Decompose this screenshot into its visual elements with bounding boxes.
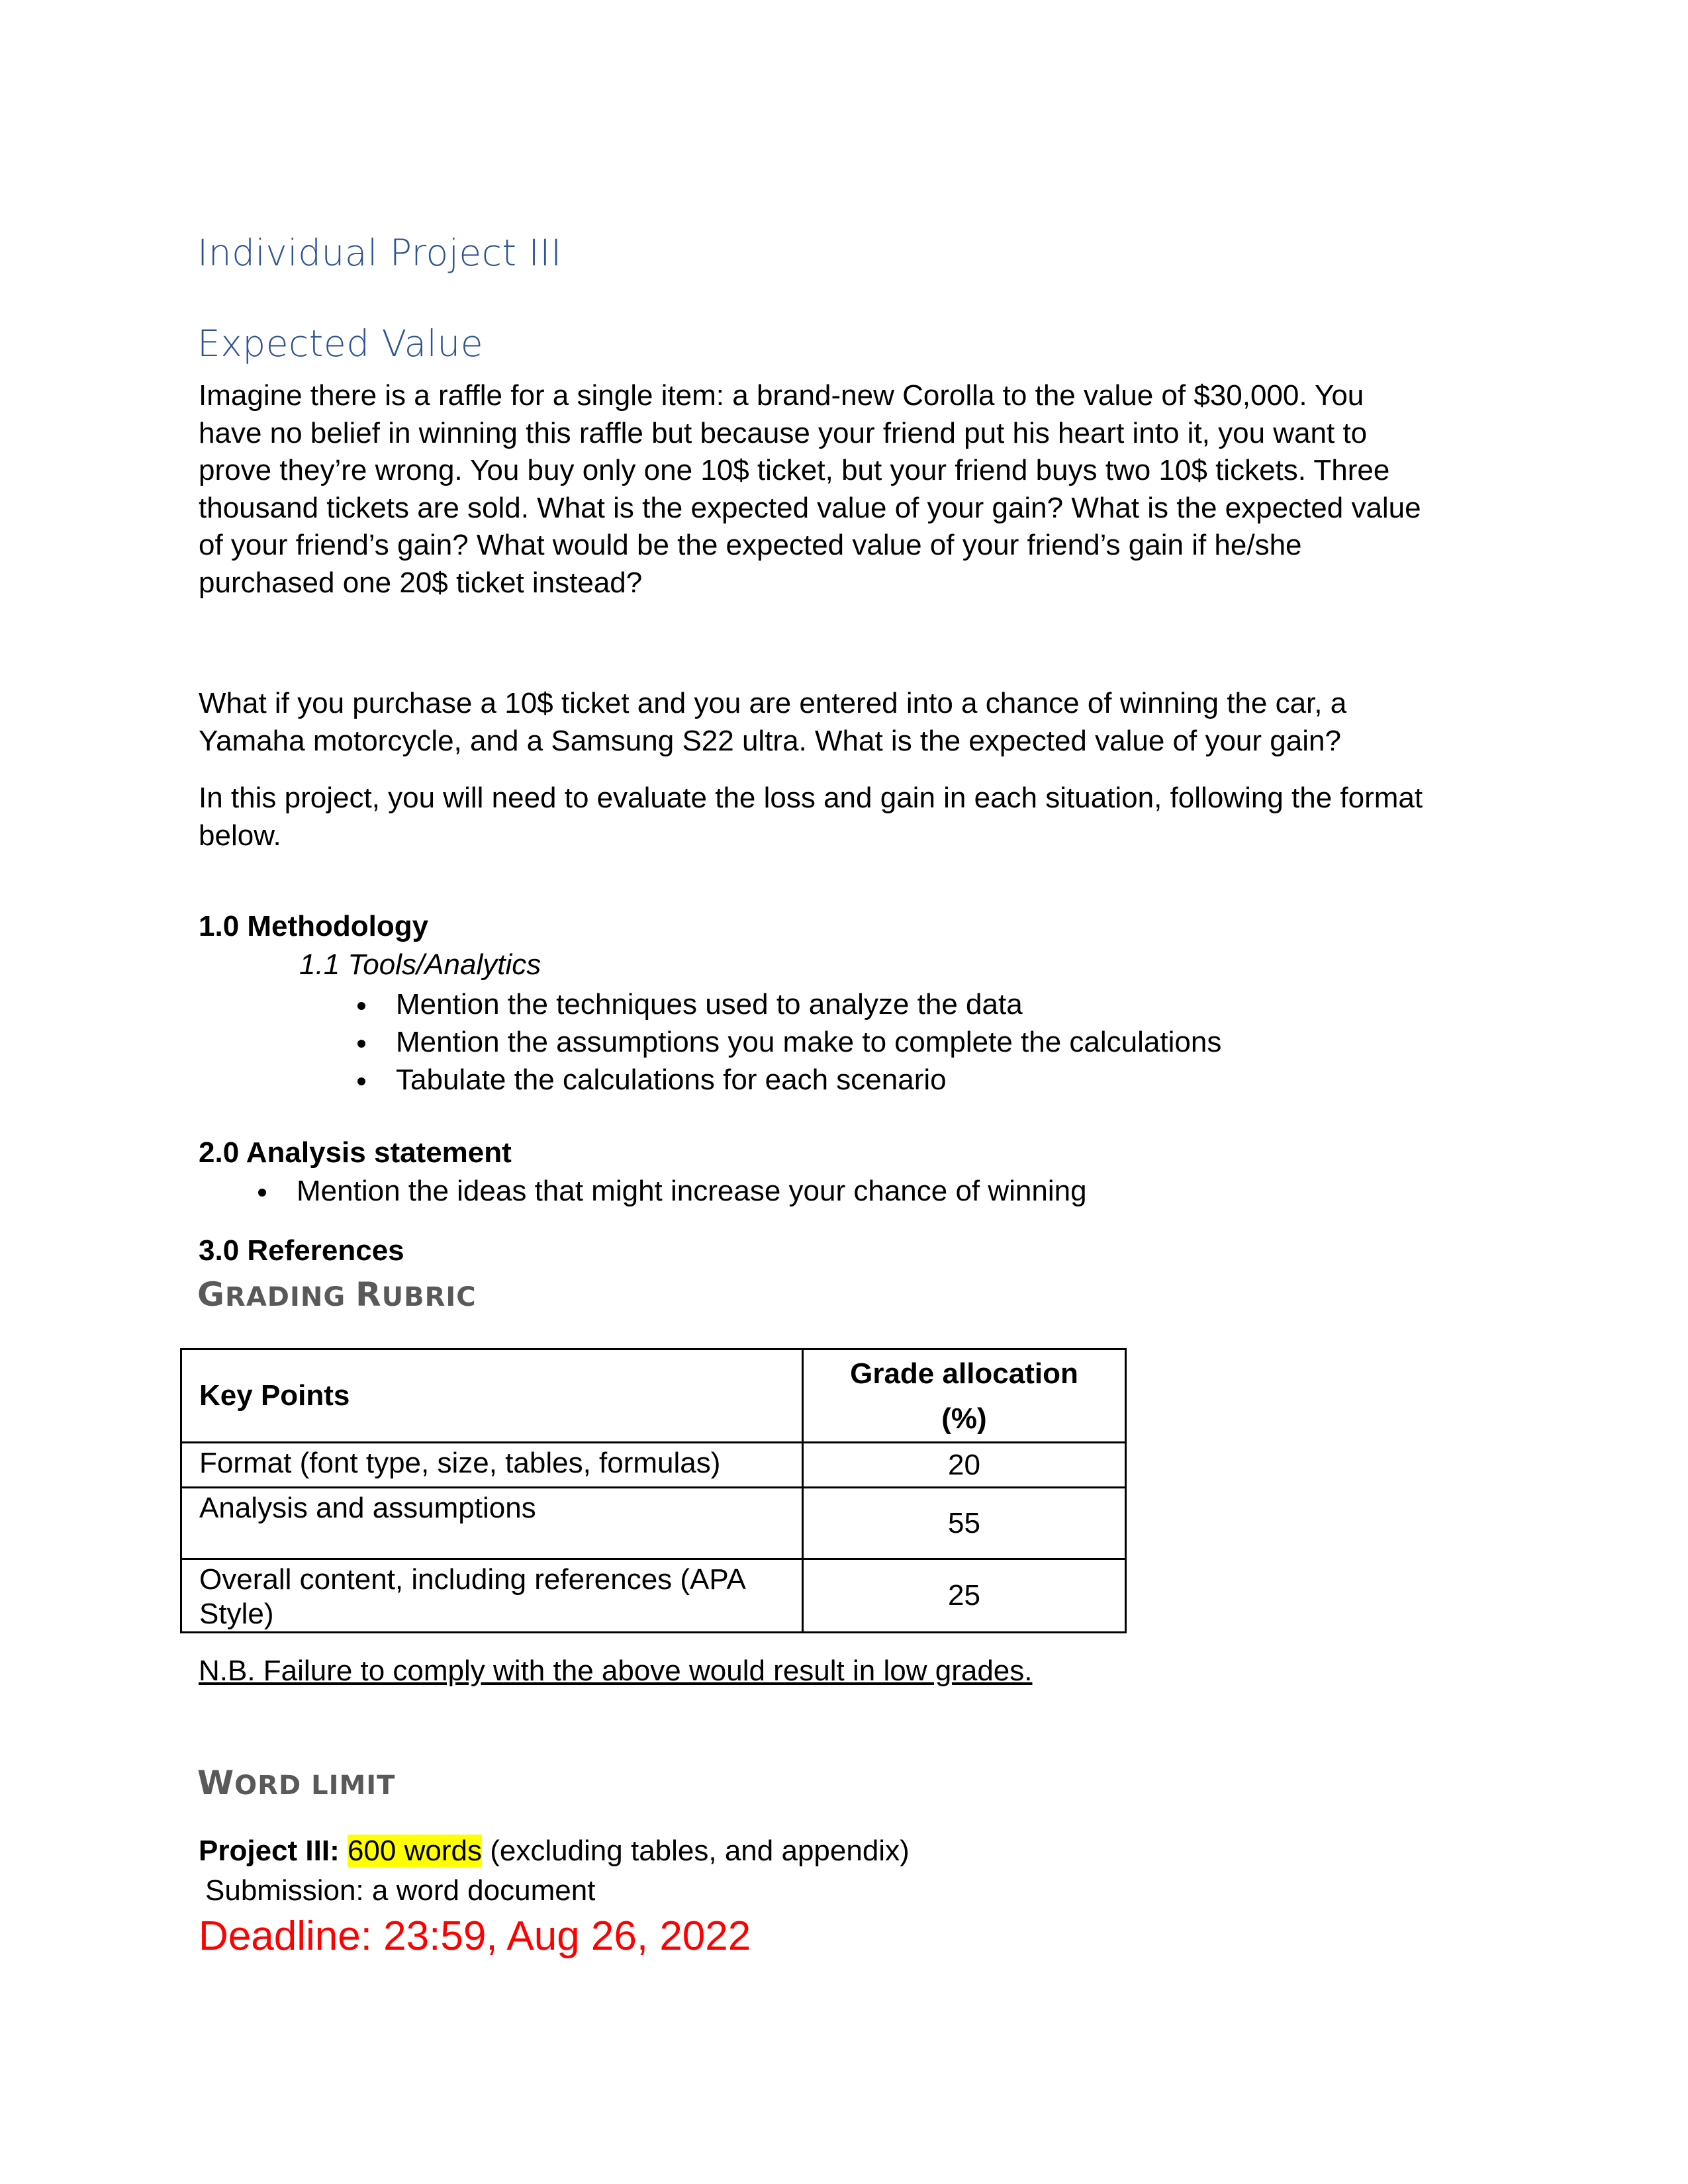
analysis-bullet — [297, 1175, 1087, 1208]
bullet-icon — [357, 1040, 365, 1048]
bullet-icon — [357, 1002, 365, 1010]
intro-paragraph-1 — [199, 377, 1489, 602]
grading-rubric-heading: GRADING RUBRIC — [197, 1275, 477, 1314]
analysis-heading: 2.0 Analysis statement — [199, 1136, 512, 1169]
project-label: Project III: — [199, 1835, 340, 1867]
intro-p1-line: purchased one 20$ ticket instead? — [199, 566, 643, 599]
intro-paragraph-2 — [199, 685, 1489, 760]
intro-p3-line: In this project, you will need to evaluate the loss and gain in each situation, following the format — [199, 782, 1423, 814]
rubric-key-cell: Format (font type, size, tables, formulas) — [181, 1443, 803, 1488]
references-heading: 3.0 References — [199, 1234, 404, 1267]
table-row — [181, 1488, 1126, 1559]
deadline: Deadline: 23:59, Aug 26, 2022 — [199, 1913, 751, 1959]
intro-p1-line: thousand tickets are sold. What is the expected value of your gain? What is the expected value — [199, 491, 1421, 524]
rubric-grade-cell: 20 — [803, 1443, 1126, 1488]
bullet-icon — [258, 1189, 266, 1197]
intro-p1-line: Imagine there is a raffle for a single item: a brand-new Corolla to the value of $30,000. You — [199, 379, 1364, 412]
bullet-text: Mention the ideas that might increase your chance of winning — [297, 1175, 1087, 1207]
header-grade-allocation: Grade allocation (%) — [803, 1349, 1126, 1443]
methodology-subheading: 1.1 Tools/Analytics — [299, 948, 541, 981]
table-row — [181, 1559, 1126, 1633]
intro-p2-line: What if you purchase a 10$ ticket and you are entered into a chance of winning the car, a — [199, 687, 1347, 719]
project-title: Individual Project III — [197, 232, 562, 274]
bullet-icon — [357, 1077, 365, 1085]
methodology-bullet — [396, 988, 1023, 1021]
rubric-grade-cell: 25 — [803, 1559, 1126, 1633]
word-count-highlight: 600 words — [347, 1835, 482, 1867]
bullet-text: Tabulate the calculations for each scenario — [396, 1064, 947, 1096]
intro-p1-line: prove they’re wrong. You buy only one 10$ ticket, but your friend buys two 10$ tickets. Three — [199, 454, 1390, 486]
intro-paragraph-3 — [199, 780, 1489, 854]
table-header-row — [181, 1349, 1126, 1443]
intro-p1-line: of your friend’s gain? What would be the expected value of your friend’s gain if he/she — [199, 529, 1302, 561]
intro-p3-line: below. — [199, 819, 281, 852]
rubric-table — [180, 1348, 1127, 1633]
header-key-points: Key Points — [181, 1349, 803, 1443]
submission-format: Submission: a word document — [205, 1874, 596, 1907]
rubric-grade-cell: 55 — [803, 1488, 1126, 1559]
intro-p2-line: Yamaha motorcycle, and a Samsung S22 ultra. What is the expected value of your gain? — [199, 724, 1341, 757]
rubric-key-cell: Analysis and assumptions — [181, 1488, 803, 1559]
bullet-text: Mention the assumptions you make to complete the calculations — [396, 1026, 1222, 1058]
methodology-heading: 1.0 Methodology — [199, 910, 429, 942]
bullet-text: Mention the techniques used to analyze the data — [396, 988, 1023, 1021]
methodology-bullet — [396, 1026, 1221, 1059]
project-word-limit — [199, 1835, 910, 1868]
section-title: Expected Value — [197, 322, 484, 365]
rubric-note: N.B. Failure to comply with the above would result in low grades. — [199, 1655, 1033, 1687]
word-count-note: (excluding tables, and appendix) — [481, 1835, 910, 1867]
word-limit-heading: WORD LIMIT — [197, 1764, 396, 1802]
intro-p1-line: have no belief in winning this raffle but because your friend put his heart into it, you want to — [199, 416, 1368, 449]
methodology-bullet — [396, 1064, 947, 1097]
rubric-key-cell: Overall content, including references (APA Style) — [181, 1559, 803, 1633]
table-row — [181, 1443, 1126, 1488]
